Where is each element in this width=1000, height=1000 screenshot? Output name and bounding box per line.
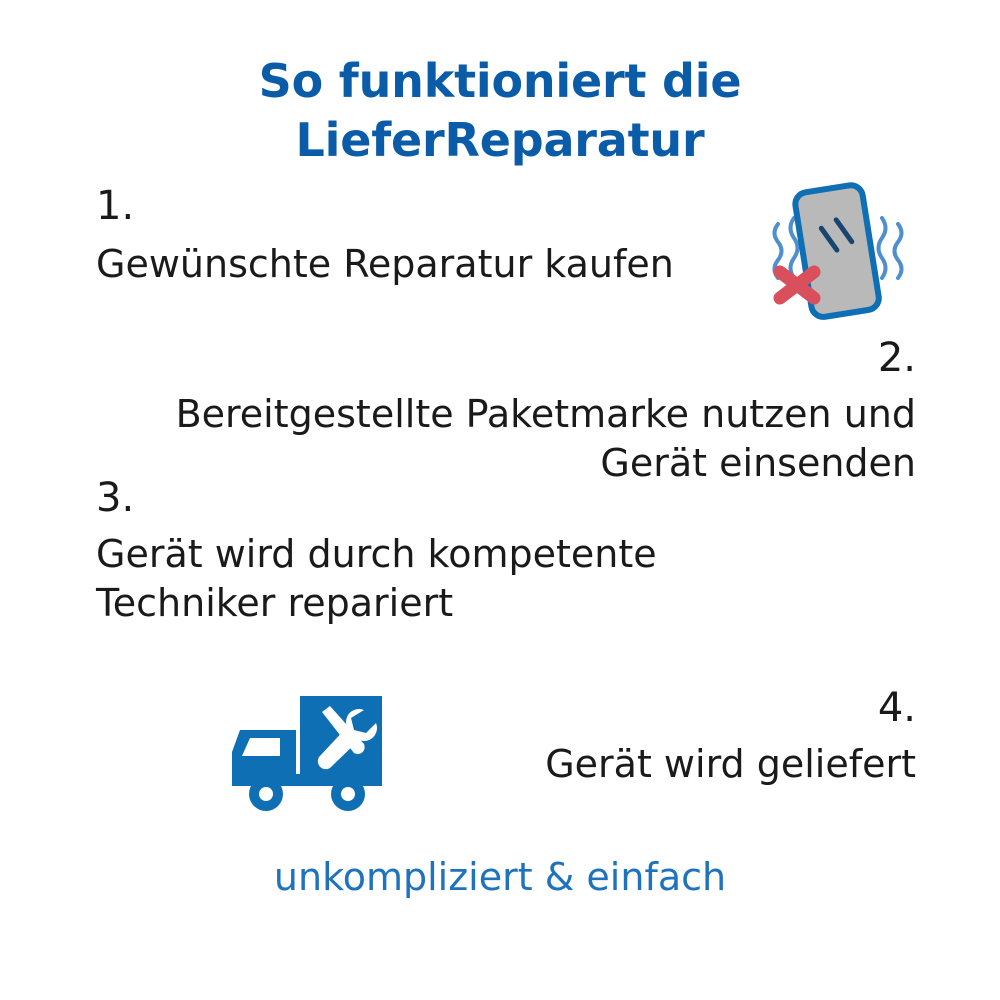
cracked-phone-icon — [748, 172, 924, 342]
step-2-text: Bereitgestellte Paketmarke nutzen und Gerät einsenden — [175, 392, 916, 485]
step-1-number: 1. — [96, 183, 135, 229]
page-title — [0, 52, 1000, 170]
title-line-2: LieferReparatur — [295, 112, 705, 167]
title-line-1: So funktioniert die — [258, 54, 742, 108]
footer-tagline: unkompliziert & einfach — [273, 855, 727, 899]
delivery-truck-icon — [226, 694, 402, 816]
step-4-text: Gerät wird geliefert — [545, 742, 916, 786]
step-4-number: 4. — [877, 685, 916, 731]
step-2-number: 2. — [877, 335, 916, 381]
step-1-text: Gewünschte Reparatur kaufen — [96, 242, 674, 286]
step-3-text: Gerät wird durch kompetente Techniker repariert — [96, 532, 657, 625]
step-3-number: 3. — [96, 475, 135, 521]
